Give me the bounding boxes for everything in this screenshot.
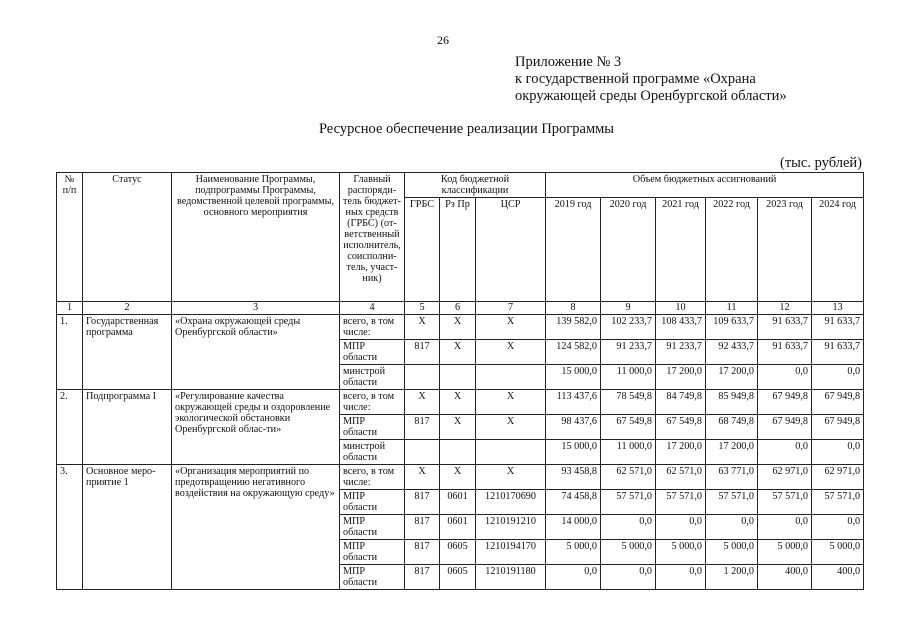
row-number: 1. <box>57 315 83 390</box>
header-year: 2024 год <box>812 198 864 302</box>
row-csr-code: X <box>476 390 546 415</box>
row-amount: 0,0 <box>601 565 656 590</box>
row-amount: 0,0 <box>758 515 812 540</box>
row-amount: 17 200,0 <box>656 365 706 390</box>
row-amount: 5 000,0 <box>812 540 864 565</box>
row-manager: всего, в том числе: <box>340 465 405 490</box>
row-amount: 124 582,0 <box>546 340 601 365</box>
column-number: 3 <box>172 302 340 315</box>
header-year: 2020 год <box>601 198 656 302</box>
row-amount: 62 571,0 <box>656 465 706 490</box>
row-rzpr-code: 0601 <box>440 515 476 540</box>
table-row <box>57 465 864 490</box>
header-budget-code: Код бюджетной классификации <box>405 173 546 198</box>
row-csr-code: 1210191210 <box>476 515 546 540</box>
row-amount: 109 633,7 <box>706 315 758 340</box>
column-number-row <box>57 302 864 315</box>
appendix-line-1: Приложение № 3 <box>515 54 622 70</box>
table-header <box>57 173 864 315</box>
row-manager: МПР области <box>340 565 405 590</box>
row-program-name: «Регулирование качества окружающей среды и оздоровление экологической обстановки Оренбургской облас-ти» <box>172 390 340 465</box>
row-amount: 102 233,7 <box>601 315 656 340</box>
row-manager: МПР области <box>340 415 405 440</box>
row-program-name: «Организация мероприятий по предотвращению негативного воздействия на окружающую среду» <box>172 465 340 590</box>
column-number: 12 <box>758 302 812 315</box>
row-rzpr-code <box>440 365 476 390</box>
row-rzpr-code: 0605 <box>440 565 476 590</box>
row-amount: 91 633,7 <box>812 340 864 365</box>
row-manager: МПР области <box>340 515 405 540</box>
row-amount: 0,0 <box>706 515 758 540</box>
document-title <box>0 121 905 138</box>
row-rzpr-code: X <box>440 465 476 490</box>
row-amount: 67 949,8 <box>758 415 812 440</box>
title-text: Ресурсное обеспечение реализации Программы <box>318 121 615 137</box>
row-csr-code: 1210170690 <box>476 490 546 515</box>
row-manager: минстрой области <box>340 440 405 465</box>
appendix-line-3: окружающей среды Оренбургской области» <box>515 88 787 104</box>
row-amount: 78 549,8 <box>601 390 656 415</box>
row-amount: 0,0 <box>656 515 706 540</box>
row-grbs-code: 817 <box>405 540 440 565</box>
row-amount: 91 633,7 <box>758 315 812 340</box>
row-amount: 91 233,7 <box>656 340 706 365</box>
row-amount: 11 000,0 <box>601 440 656 465</box>
row-manager: МПР области <box>340 540 405 565</box>
row-amount: 67 949,8 <box>812 415 864 440</box>
column-number: 2 <box>83 302 172 315</box>
row-grbs-code: 817 <box>405 515 440 540</box>
units-label: (тыс. рублей) <box>780 155 862 171</box>
row-rzpr-code: X <box>440 340 476 365</box>
row-amount: 63 771,0 <box>706 465 758 490</box>
row-amount: 139 582,0 <box>546 315 601 340</box>
row-amount: 108 433,7 <box>656 315 706 340</box>
header-csr: ЦСР <box>476 198 546 302</box>
header-year: 2019 год <box>546 198 601 302</box>
row-amount: 15 000,0 <box>546 365 601 390</box>
column-number: 8 <box>546 302 601 315</box>
row-amount: 5 000,0 <box>656 540 706 565</box>
row-number: 3. <box>57 465 83 590</box>
row-amount: 67 549,8 <box>601 415 656 440</box>
row-amount: 5 000,0 <box>601 540 656 565</box>
row-amount: 0,0 <box>546 565 601 590</box>
row-amount: 1 200,0 <box>706 565 758 590</box>
header-year: 2023 год <box>758 198 812 302</box>
column-number: 11 <box>706 302 758 315</box>
row-rzpr-code <box>440 440 476 465</box>
row-amount: 67 949,8 <box>812 390 864 415</box>
header-volume: Объем бюджетных ассигнований <box>546 173 864 198</box>
header-rzpr: Рз Пр <box>440 198 476 302</box>
appendix-line-2: к государственной программе «Охрана <box>515 71 756 87</box>
table-body <box>57 315 864 590</box>
row-amount: 17 200,0 <box>706 365 758 390</box>
row-amount: 113 437,6 <box>546 390 601 415</box>
row-amount: 62 971,0 <box>812 465 864 490</box>
row-amount: 67 549,8 <box>656 415 706 440</box>
header-year: 2021 год <box>656 198 706 302</box>
row-csr-code <box>476 440 546 465</box>
row-amount: 14 000,0 <box>546 515 601 540</box>
column-number: 4 <box>340 302 405 315</box>
row-amount: 0,0 <box>812 365 864 390</box>
row-status: Основное меро-приятие 1 <box>83 465 172 590</box>
column-number: 6 <box>440 302 476 315</box>
row-program-name: «Охрана окружающей среды Оренбургской области» <box>172 315 340 390</box>
row-rzpr-code: X <box>440 415 476 440</box>
row-amount: 17 200,0 <box>656 440 706 465</box>
row-grbs-code: 817 <box>405 565 440 590</box>
row-amount: 17 200,0 <box>706 440 758 465</box>
column-number: 7 <box>476 302 546 315</box>
row-manager: МПР области <box>340 490 405 515</box>
row-grbs-code <box>405 440 440 465</box>
row-manager: всего, в том числе: <box>340 390 405 415</box>
column-number: 5 <box>405 302 440 315</box>
column-number: 9 <box>601 302 656 315</box>
row-amount: 0,0 <box>656 565 706 590</box>
row-rzpr-code: 0601 <box>440 490 476 515</box>
row-amount: 62 571,0 <box>601 465 656 490</box>
column-number: 13 <box>812 302 864 315</box>
row-amount: 57 571,0 <box>656 490 706 515</box>
row-amount: 67 949,8 <box>758 390 812 415</box>
row-csr-code: X <box>476 465 546 490</box>
row-amount: 91 633,7 <box>758 340 812 365</box>
column-number: 1 <box>57 302 83 315</box>
row-grbs-code: X <box>405 390 440 415</box>
row-amount: 0,0 <box>758 440 812 465</box>
resource-table <box>56 172 864 590</box>
row-amount: 91 233,7 <box>601 340 656 365</box>
appendix-header <box>515 54 787 105</box>
row-status: Государственная программа <box>83 315 172 390</box>
row-csr-code: 1210191180 <box>476 565 546 590</box>
row-csr-code: X <box>476 340 546 365</box>
row-csr-code: 1210194170 <box>476 540 546 565</box>
row-grbs-code <box>405 365 440 390</box>
row-amount: 57 571,0 <box>601 490 656 515</box>
row-grbs-code: 817 <box>405 340 440 365</box>
header-num: № п/п <box>57 173 83 302</box>
row-manager: МПР области <box>340 340 405 365</box>
row-amount: 5 000,0 <box>706 540 758 565</box>
column-number: 10 <box>656 302 706 315</box>
row-manager: всего, в том числе: <box>340 315 405 340</box>
row-grbs-code: X <box>405 465 440 490</box>
row-amount: 62 971,0 <box>758 465 812 490</box>
row-amount: 68 749,8 <box>706 415 758 440</box>
row-csr-code: X <box>476 315 546 340</box>
row-amount: 98 437,6 <box>546 415 601 440</box>
row-amount: 5 000,0 <box>546 540 601 565</box>
row-amount: 84 749,8 <box>656 390 706 415</box>
row-amount: 15 000,0 <box>546 440 601 465</box>
row-amount: 85 949,8 <box>706 390 758 415</box>
row-amount: 11 000,0 <box>601 365 656 390</box>
page-number: 26 <box>437 33 449 47</box>
row-rzpr-code: X <box>440 390 476 415</box>
header-grbs: ГРБС <box>405 198 440 302</box>
row-grbs-code: 817 <box>405 415 440 440</box>
row-amount: 57 571,0 <box>812 490 864 515</box>
row-amount: 0,0 <box>812 440 864 465</box>
row-amount: 74 458,8 <box>546 490 601 515</box>
row-amount: 5 000,0 <box>758 540 812 565</box>
row-amount: 57 571,0 <box>706 490 758 515</box>
table-row <box>57 315 864 340</box>
row-amount: 57 571,0 <box>758 490 812 515</box>
row-amount: 93 458,8 <box>546 465 601 490</box>
row-amount: 400,0 <box>812 565 864 590</box>
row-grbs-code: 817 <box>405 490 440 515</box>
row-rzpr-code: X <box>440 315 476 340</box>
row-amount: 91 633,7 <box>812 315 864 340</box>
row-number: 2. <box>57 390 83 465</box>
header-status: Статус <box>83 173 172 302</box>
row-rzpr-code: 0605 <box>440 540 476 565</box>
table-row <box>57 390 864 415</box>
header-main-manager: Главный распоряди-тель бюджет-ных средств (ГРБС) (от-ветственный исполнитель, соисполни-тель, участ-ник) <box>340 173 405 302</box>
row-amount: 0,0 <box>812 515 864 540</box>
row-amount: 92 433,7 <box>706 340 758 365</box>
row-amount: 0,0 <box>758 365 812 390</box>
header-year: 2022 год <box>706 198 758 302</box>
row-manager: минстрой области <box>340 365 405 390</box>
row-csr-code: X <box>476 415 546 440</box>
row-csr-code <box>476 365 546 390</box>
header-name: Наименование Программы, подпрограммы Программы, ведомственной целевой программы, основного мероприятия <box>172 173 340 302</box>
row-grbs-code: X <box>405 315 440 340</box>
row-amount: 400,0 <box>758 565 812 590</box>
row-amount: 0,0 <box>601 515 656 540</box>
row-status: Подпрограмма I <box>83 390 172 465</box>
